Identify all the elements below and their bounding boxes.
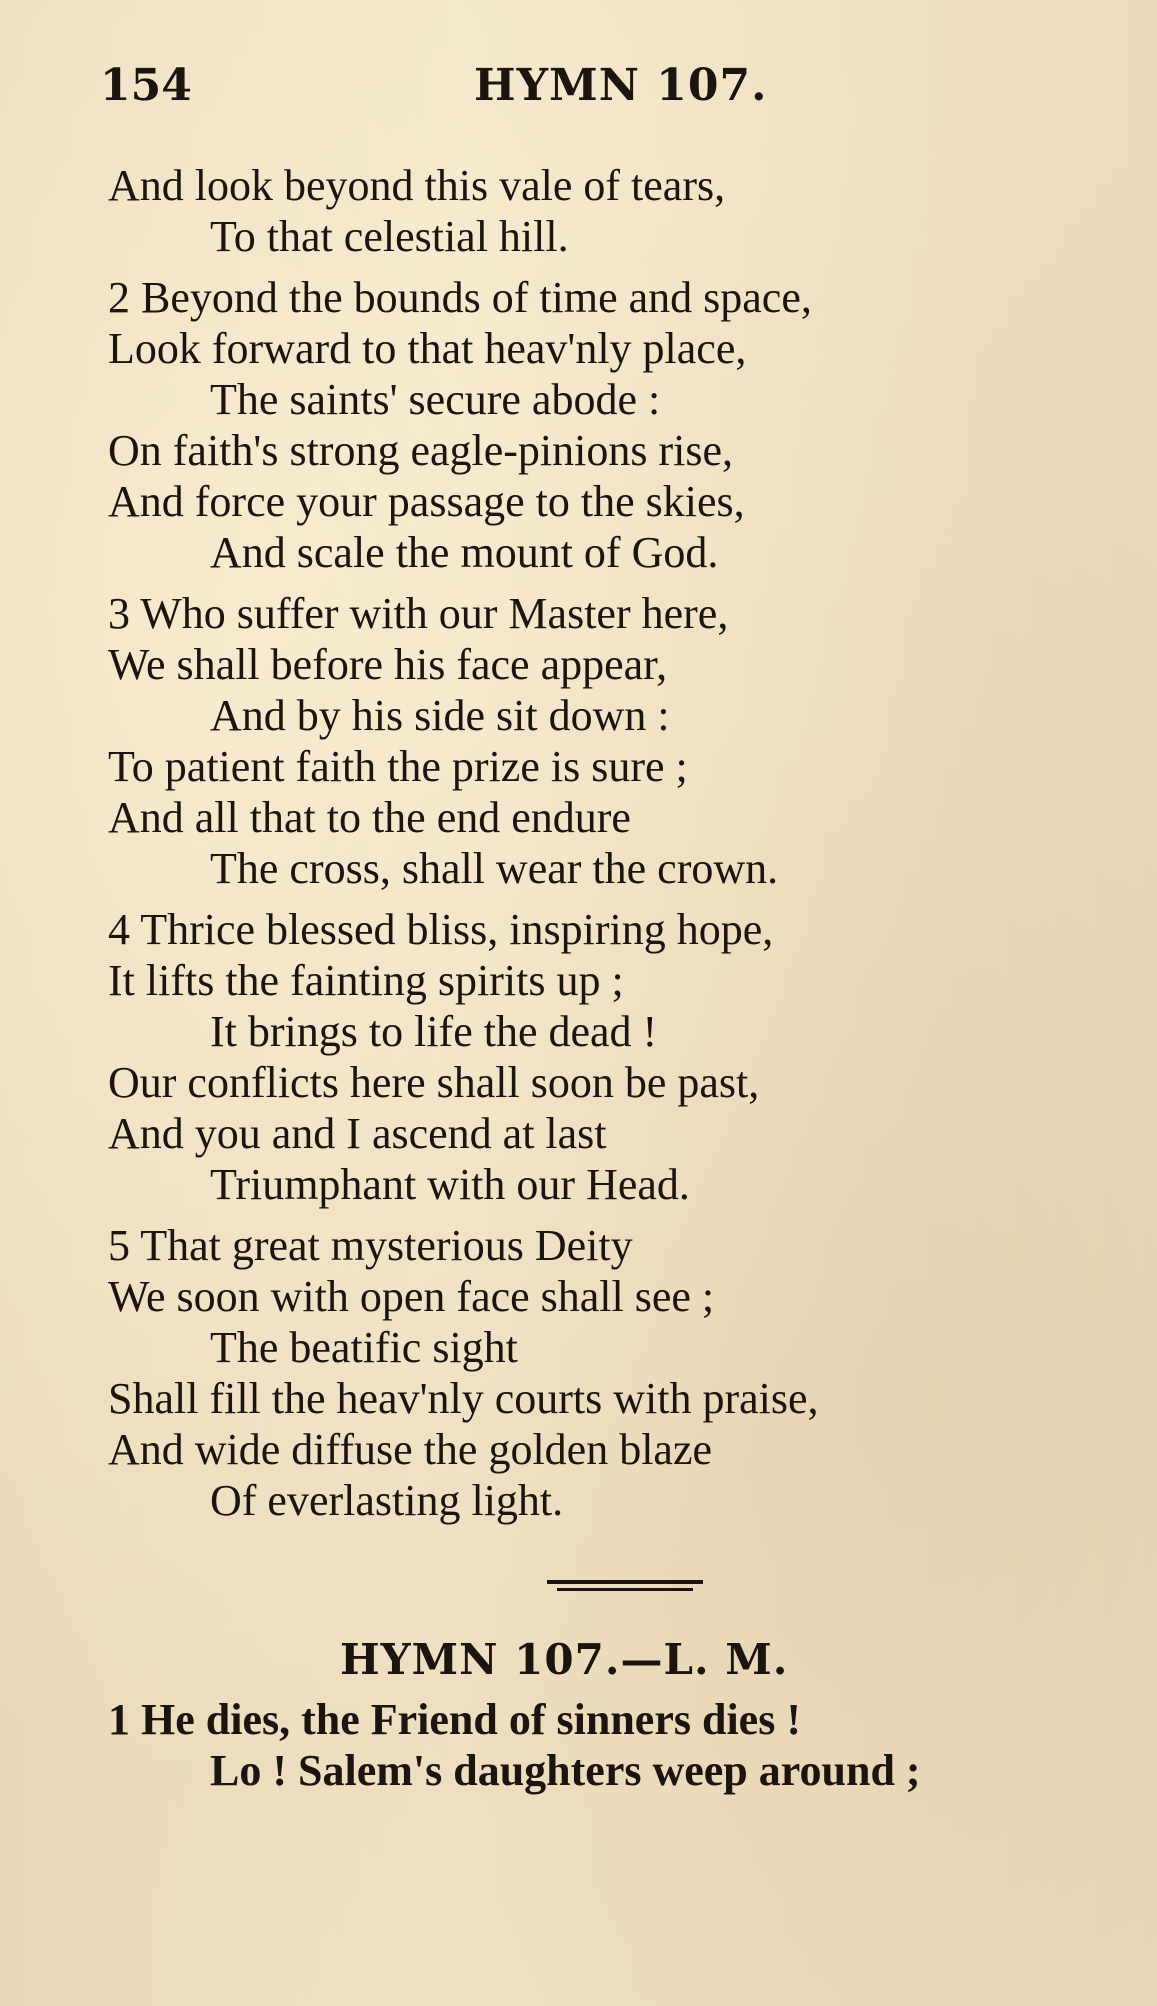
verse-line: We shall before his face appear, xyxy=(108,640,668,689)
stanza-1-continuation xyxy=(108,160,1088,262)
running-head xyxy=(100,58,770,114)
verse-line: It brings to life the dead ! xyxy=(210,1007,658,1056)
verse-line: To patient faith the prize is sure ; xyxy=(108,742,688,791)
page-number: 154 xyxy=(100,60,192,111)
section-divider-rule xyxy=(547,1580,703,1596)
verse-line: It lifts the fainting spirits up ; xyxy=(108,956,624,1005)
divider-bar xyxy=(547,1580,703,1584)
verse-line: Look forward to that heav'nly place, xyxy=(108,324,747,373)
hymn-text xyxy=(108,160,1088,1536)
verse-line: 3 Who suffer with our Master here, xyxy=(108,589,729,638)
stanza-3 xyxy=(108,588,1088,894)
verse-line: Lo ! Salem's daughters weep around ; xyxy=(210,1746,921,1795)
verse-line: And all that to the end endure xyxy=(108,793,631,842)
verse-line: And scale the mount of God. xyxy=(210,528,719,577)
verse-line: And wide diffuse the golden blaze xyxy=(108,1425,713,1474)
stanza-5 xyxy=(108,1220,1088,1526)
verse-line: 1 He dies, the Friend of sinners dies ! xyxy=(108,1695,801,1744)
verse-line: We soon with open face shall see ; xyxy=(108,1272,715,1321)
verse-line: The saints' secure abode : xyxy=(210,375,661,424)
stanza-4 xyxy=(108,904,1088,1210)
divider-bar xyxy=(557,1588,693,1591)
running-head-title: HYMN 107. xyxy=(474,60,768,111)
verse-line: And by his side sit down : xyxy=(210,691,670,740)
verse-line: The cross, shall wear the crown. xyxy=(210,844,779,893)
verse-line: On faith's strong eagle-pinions rise, xyxy=(108,426,734,475)
verse-line: Of everlasting light. xyxy=(210,1476,564,1525)
verse-line: Shall fill the heav'nly courts with praise, xyxy=(108,1374,819,1423)
verse-line: To that celestial hill. xyxy=(210,212,569,261)
verse-line: And you and I ascend at last xyxy=(108,1109,607,1158)
new-hymn-stanza-1 xyxy=(108,1694,1098,1796)
hymn-heading: HYMN 107.—L. M. xyxy=(340,1635,789,1684)
verse-line: 2 Beyond the bounds of time and space, xyxy=(108,273,812,322)
verse-line: And force your passage to the skies, xyxy=(108,477,745,526)
verse-line: 5 That great mysterious Deity xyxy=(108,1221,633,1270)
verse-line: Triumphant with our Head. xyxy=(210,1160,690,1209)
verse-line: The beatific sight xyxy=(210,1323,518,1372)
verse-line: 4 Thrice blessed bliss, inspiring hope, xyxy=(108,905,774,954)
stanza-2 xyxy=(108,272,1088,578)
verse-line: Our conflicts here shall soon be past, xyxy=(108,1058,760,1107)
verse-line: And look beyond this vale of tears, xyxy=(108,161,726,210)
